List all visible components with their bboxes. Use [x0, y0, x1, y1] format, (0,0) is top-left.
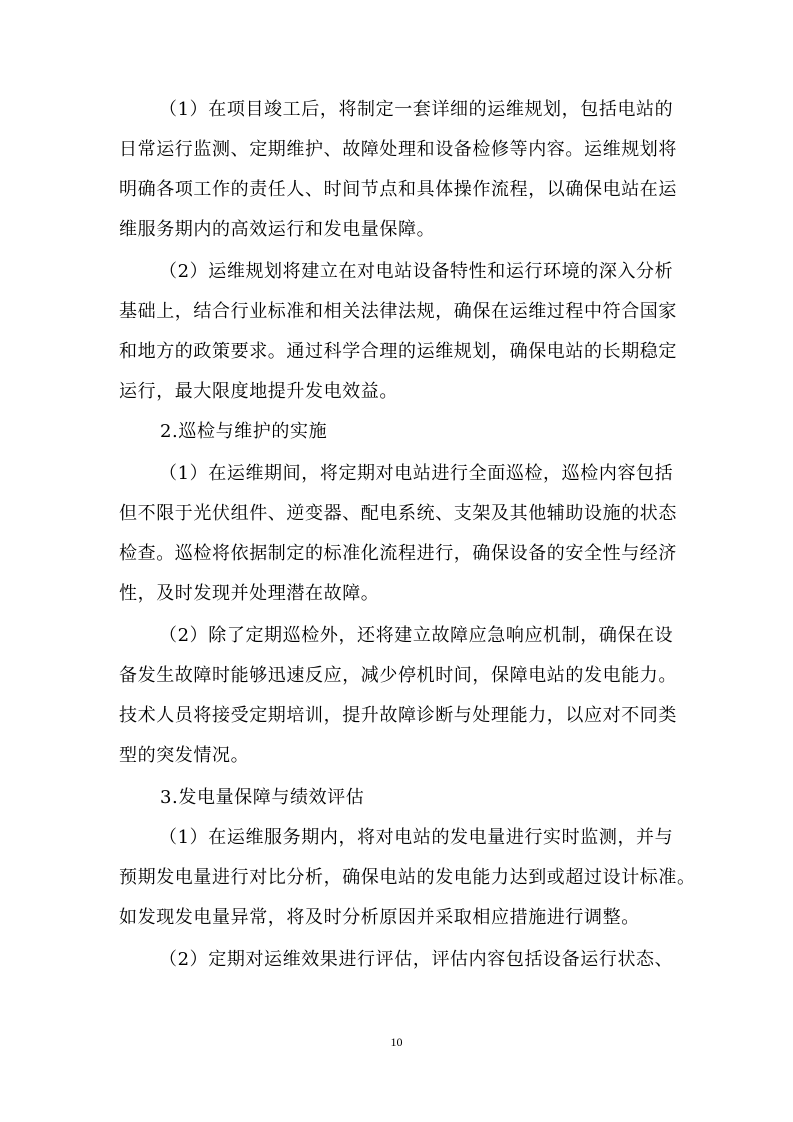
page-number: 10	[390, 1035, 403, 1049]
paragraph-2-line-3: 和地方的政策要求。通过科学合理的运维规划，确保电站的长期稳定	[119, 341, 677, 362]
paragraph-3-line-3: 检查。巡检将依据制定的标准化流程进行，确保设备的安全性与经济	[119, 543, 677, 564]
section-heading-2: 2.巡检与维护的实施	[160, 421, 328, 442]
paragraph-1-line-4: 维服务期内的高效运行和发电量保障。	[119, 219, 436, 240]
paragraph-5-line-2: 预期发电量进行对比分析，确保电站的发电能力达到或超过设计标准。	[119, 867, 696, 888]
paragraph-3-line-4: 性，及时发现并处理潜在故障。	[119, 583, 380, 604]
paragraph-2-line-1: （2）运维规划将建立在对电站设备特性和运行环境的深入分析	[159, 261, 674, 282]
paragraph-2-line-4: 运行，最大限度地提升发电效益。	[119, 381, 398, 402]
paragraph-4-line-2: 备发生故障时能够迅速反应，减少停机时间，保障电站的发电能力。	[119, 665, 677, 686]
paragraph-4-line-4: 型的突发情况。	[119, 745, 250, 766]
paragraph-4-line-1: （2）除了定期巡检外，还将建立故障应急响应机制，确保在设	[159, 625, 674, 646]
paragraph-3-line-1: （1）在运维期间，将定期对电站进行全面巡检，巡检内容包括	[159, 463, 674, 484]
paragraph-1-line-1: （1）在项目竣工后，将制定一套详细的运维规划，包括电站的	[159, 99, 674, 120]
paragraph-4-line-3: 技术人员将接受定期培训，提升故障诊断与处理能力，以应对不同类	[119, 705, 677, 726]
paragraph-5-line-3: 如发现发电量异常，将及时分析原因并采取相应措施进行调整。	[119, 907, 640, 928]
paragraph-1-line-2: 日常运行监测、定期维护、故障处理和设备检修等内容。运维规划将	[119, 139, 677, 160]
paragraph-6-line-1: （2）定期对运维效果进行评估，评估内容包括设备运行状态、	[159, 949, 674, 970]
paragraph-3-line-2: 但不限于光伏组件、逆变器、配电系统、支架及其他辅助设施的状态	[119, 503, 677, 524]
paragraph-5-line-1: （1）在运维服务期内，将对电站的发电量进行实时监测，并与	[159, 827, 674, 848]
section-heading-3: 3.发电量保障与绩效评估	[160, 787, 365, 808]
paragraph-2-line-2: 基础上，结合行业标准和相关法律法规，确保在运维过程中符合国家	[119, 301, 677, 322]
paragraph-1-line-3: 明确各项工作的责任人、时间节点和具体操作流程，以确保电站在运	[119, 179, 677, 200]
